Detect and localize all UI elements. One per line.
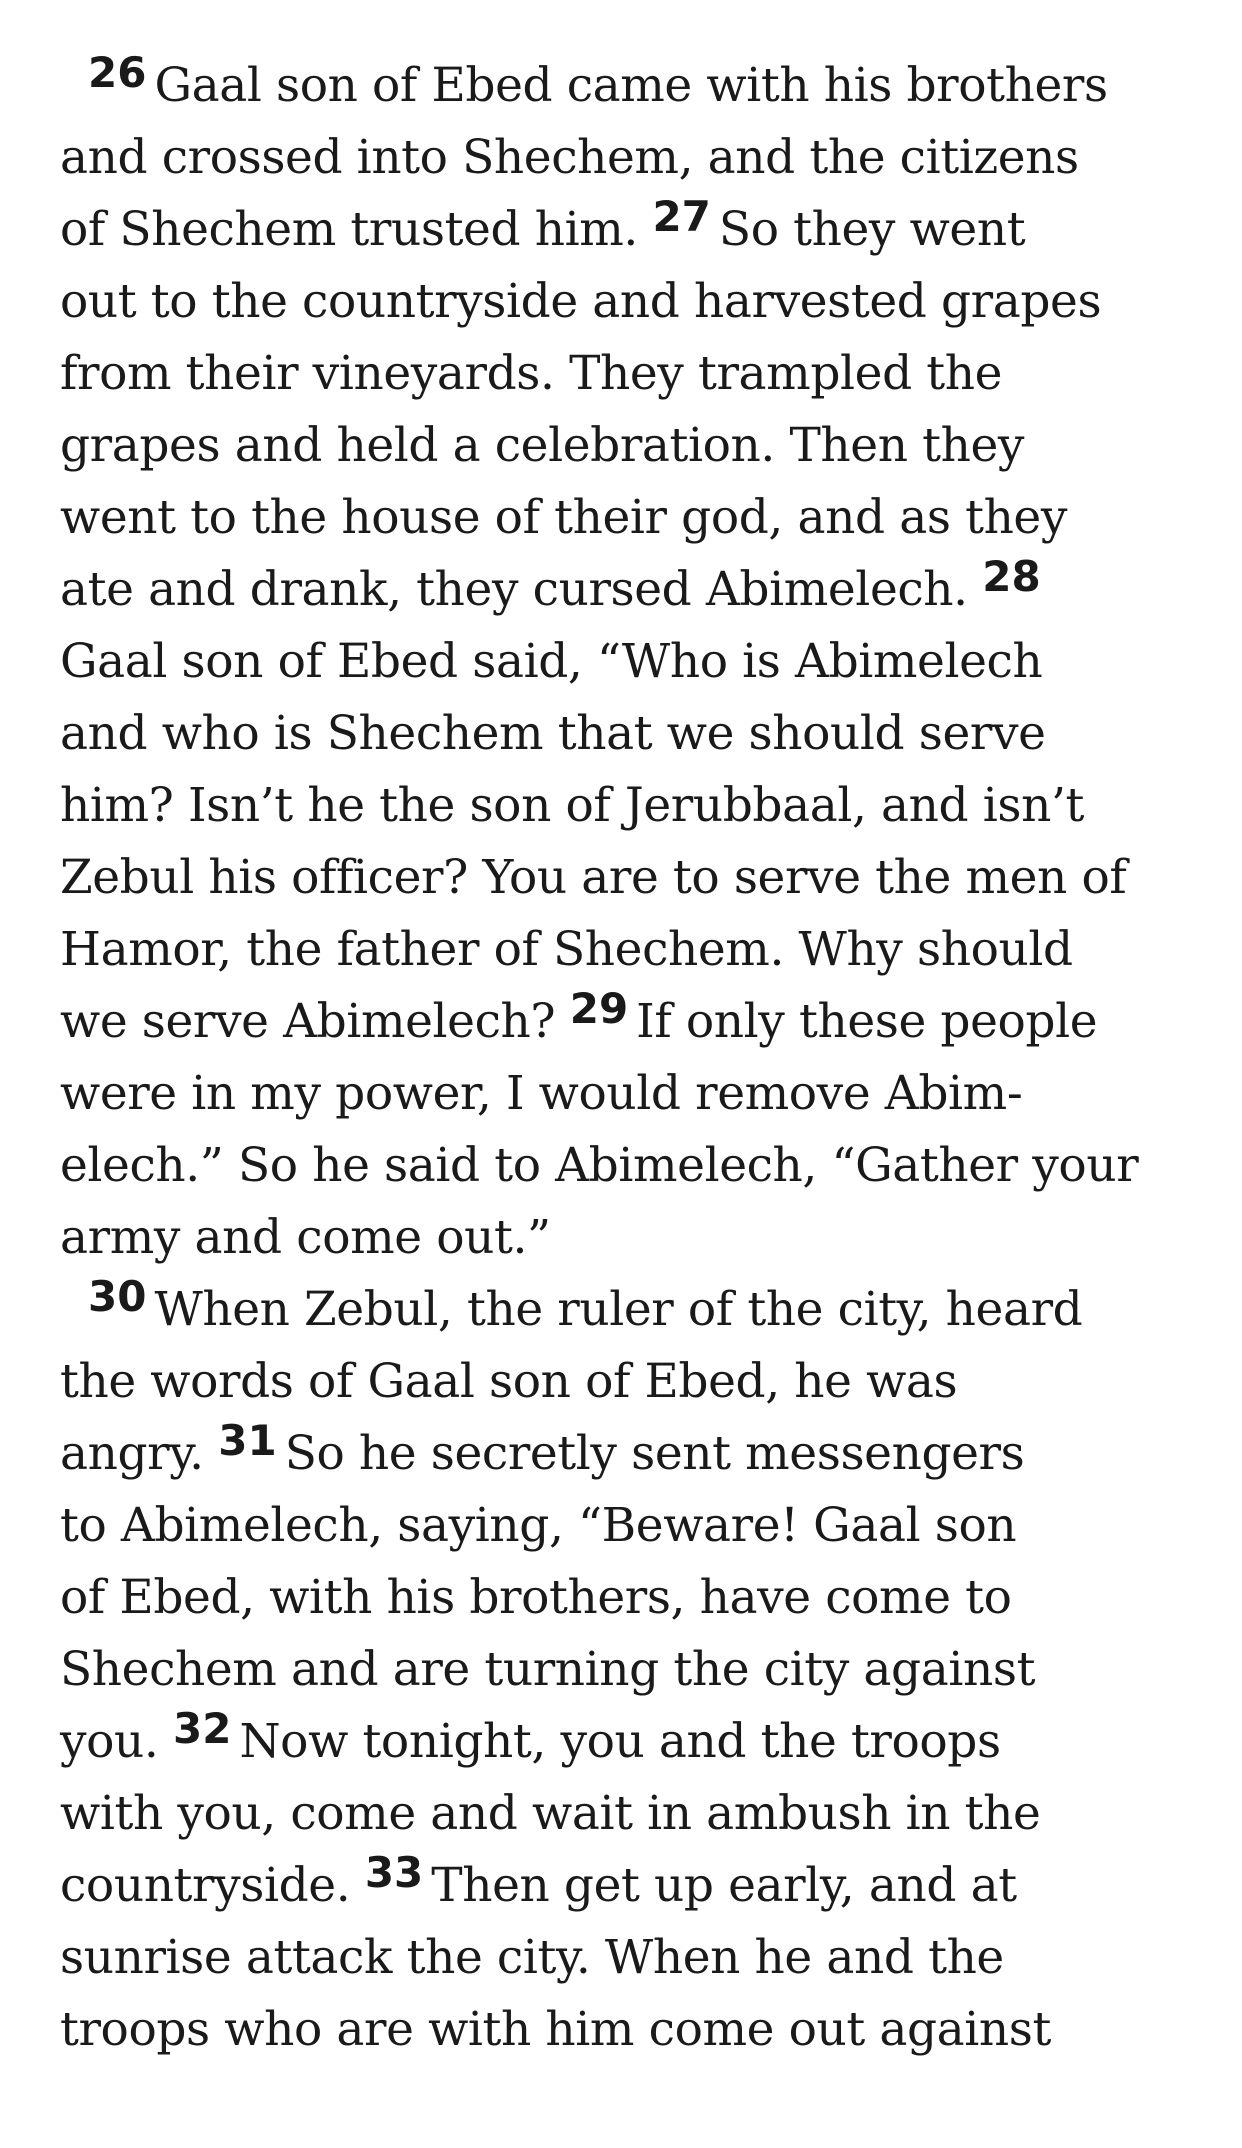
verse-text: Hamor, the father of Shechem. Why should — [60, 922, 1073, 977]
verse-number[interactable]: 33 — [364, 1848, 424, 1897]
text-line — [60, 1922, 1200, 1994]
text-line — [60, 1850, 1200, 1922]
verse-text: him? Isn’t he the son of Jerubbaal, and isn’t — [60, 778, 1085, 833]
verse-text: with you, come and wait in ambush in the — [60, 1786, 1041, 1841]
passage-text — [60, 50, 1200, 2066]
text-line — [60, 842, 1200, 914]
verse-text: Then get up early, and at — [431, 1858, 1017, 1913]
verse-text: went to the house of their god, and as they — [60, 490, 1068, 545]
text-line — [60, 1994, 1200, 2066]
verse-number[interactable]: 26 — [88, 48, 147, 97]
verse-text: If only these people — [636, 994, 1098, 1049]
text-line — [60, 1346, 1200, 1418]
verse-text: we serve Abimelech? — [60, 994, 570, 1049]
text-line — [60, 1418, 1200, 1490]
verse-text: ate and drank, they cursed Abimelech. — [60, 562, 983, 617]
text-line — [60, 266, 1200, 338]
text-line — [60, 1778, 1200, 1850]
text-line — [60, 482, 1200, 554]
text-line — [60, 1202, 1200, 1274]
verse-text: Gaal son of Ebed said, “Who is Abimelech — [60, 634, 1043, 689]
verse-text: army and come out.” — [60, 1210, 551, 1265]
verse-text: Gaal son of Ebed came with his brothers — [154, 58, 1108, 113]
paragraph — [60, 50, 1200, 1274]
verse-text: troops who are with him come out against — [60, 2002, 1052, 2057]
verse-text: sunrise attack the city. When he and the — [60, 1930, 1004, 1985]
text-line — [60, 770, 1200, 842]
verse-text: Zebul his officer? You are to serve the men of — [60, 850, 1127, 905]
verse-number[interactable]: 32 — [173, 1704, 232, 1753]
verse-number[interactable]: 31 — [218, 1416, 277, 1465]
verse-number[interactable]: 29 — [569, 984, 629, 1033]
verse-text: When Zebul, the ruler of the city, heard — [154, 1282, 1083, 1337]
verse-text: were in my power, I would remove Abim- — [60, 1066, 1023, 1121]
verse-text: Now tonight, you and the troops — [239, 1714, 1001, 1769]
text-line — [60, 1562, 1200, 1634]
verse-number[interactable]: 28 — [982, 552, 1041, 601]
text-line — [60, 50, 1200, 122]
text-line — [60, 338, 1200, 410]
verse-text: and crossed into Shechem, and the citizens — [60, 130, 1079, 185]
verse-text: Shechem and are turning the city against — [60, 1642, 1036, 1697]
text-line — [60, 194, 1200, 266]
verse-text: out to the countryside and harvested grapes — [60, 274, 1102, 329]
text-line — [60, 986, 1200, 1058]
text-line — [60, 1706, 1200, 1778]
text-line — [60, 626, 1200, 698]
text-line — [60, 122, 1200, 194]
verse-text: of Ebed, with his brothers, have come to — [60, 1570, 1012, 1625]
verse-number[interactable]: 30 — [88, 1272, 147, 1321]
paragraph — [60, 1274, 1200, 2066]
text-line — [60, 914, 1200, 986]
text-line — [60, 554, 1200, 626]
verse-text: So he secretly sent messengers — [284, 1426, 1025, 1481]
text-line — [60, 1274, 1200, 1346]
verse-number[interactable]: 27 — [652, 192, 711, 241]
text-line — [60, 1130, 1200, 1202]
verse-text: from their vineyards. They trampled the — [60, 346, 1003, 401]
verse-text: So they went — [718, 202, 1026, 257]
verse-text: the words of Gaal son of Ebed, he was — [60, 1354, 958, 1409]
text-line — [60, 1490, 1200, 1562]
text-line — [60, 1634, 1200, 1706]
text-line — [60, 410, 1200, 482]
verse-text: grapes and held a celebration. Then they — [60, 418, 1025, 473]
verse-text: and who is Shechem that we should serve — [60, 706, 1046, 761]
verse-text: angry. — [60, 1426, 219, 1481]
verse-text: of Shechem trusted him. — [60, 202, 653, 257]
text-line — [60, 698, 1200, 770]
verse-text: you. — [60, 1714, 173, 1769]
verse-text: elech.” So he said to Abimelech, “Gather your — [60, 1138, 1139, 1193]
verse-text: countryside. — [60, 1858, 365, 1913]
text-line — [60, 1058, 1200, 1130]
verse-text: to Abimelech, saying, “Beware! Gaal son — [60, 1498, 1017, 1553]
